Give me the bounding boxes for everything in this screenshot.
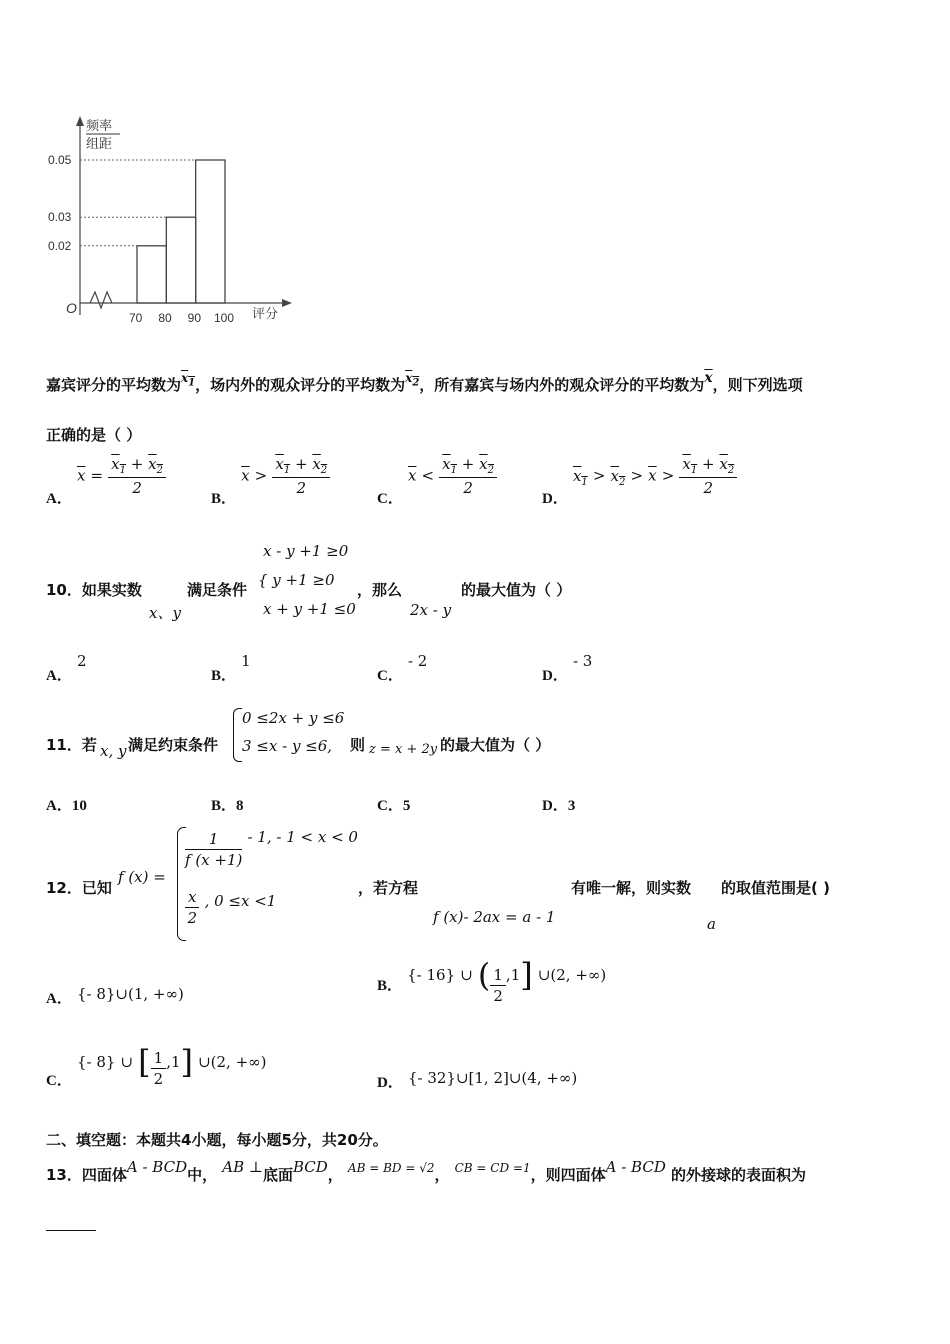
q11-tail: 的最大值为（ ） [440,736,551,754]
q11-expr: z = x + 2y [369,742,438,757]
q12-piece-1: $\frac{1}{f (x +1)}$ - 1, - 1 < x < 0 [185,828,358,869]
y-axis-label-bottom: 组距 [86,136,113,151]
y-tick-label: 0.03 [48,210,72,225]
q12-eq-intro: ，若方程 [358,879,419,897]
y-axis-arrow [76,116,84,126]
axis-break-mark [90,292,112,308]
q10-cond-2: { y +1 ≥0 [258,571,335,589]
q11-option-b[interactable]: B．8 [211,798,244,814]
q12-fx: f (x) = [118,868,166,886]
q12-option-d[interactable]: D． {- 32}∪[1, 2]∪(4, +∞) [377,1069,578,1091]
q10-option-c[interactable]: C． - 2 [377,652,428,684]
q12-var-a: a [707,915,716,933]
q11-cond-2: 3 ≤x - y ≤6, [242,737,333,755]
q9-x2: x2 [405,371,420,389]
q10-option-a[interactable]: A． 2 [46,652,87,684]
q12-piece-2: $\frac{x}{2}$ , 0 ≤x <1 [185,888,276,927]
q10-then: ，那么 [357,581,403,599]
q9-option-a[interactable]: A． $\overline{x}$ = $\frac{x_1 + x_2}{2}$ [46,455,166,497]
x-tick-label: 90 [187,311,202,325]
q13-stem: 13．四面体A - BCD中， AB ⊥底面BCD， AB = BD = √2， CB = CD =1，则四面体A - BCD 的外接球的表面积为 [46,1158,806,1184]
q9-stem-c: ，所有嘉宾与场内外的观众评分的平均数为 [419,376,705,394]
x-tick-label: 70 [129,311,143,325]
q9-option-c[interactable]: C． $\overline{x}$ < $\frac{x_1 + x_2}{2}$ [377,455,497,497]
histogram-bar [137,246,166,303]
q12-equation: f (x)- 2ax = a - 1 [433,908,556,926]
q11-vars: x, y [100,742,127,760]
q9-stem-line2: 正确的是（ ） [46,426,142,444]
q10-cond-3: x + y +1 ≤0 [263,600,356,618]
q10-option-d[interactable]: D． - 3 [542,652,593,684]
q9-a-xbar: $\overline{x}$ [76,466,86,485]
q10-stem-num: 10．如果实数 [46,581,142,599]
q12-option-c[interactable]: C． {- 8} ∪ [ $\frac{1}{2}$ ,1] ∪(2, +∞) [46,1043,267,1089]
q11-then: 则 [350,736,366,754]
q10-cond-label: 满足条件 [187,581,248,599]
q11-option-d[interactable]: D．3 [542,798,576,814]
q9-x1: x1 [181,371,196,389]
histogram-bar [196,160,225,303]
y-tick-label: 0.02 [48,238,72,253]
q12-stem-num: 12．已知 [46,879,112,897]
q12-tail: 的取值范围是( ) [721,879,830,897]
q9-option-d[interactable]: D． $x_1 > x_2 > \overline{x}$ > $\frac{x_1 + x_2}{2}$ [542,455,737,497]
q10-cond-1: x - y +1 ≥0 [263,542,349,560]
q11-brace [233,708,242,762]
q10-option-b[interactable]: B． 1 [211,652,251,684]
q11-option-a[interactable]: A．10 [46,798,87,814]
q10-vars: x、y [149,604,181,622]
q9-stem-a: 嘉宾评分的平均数为 [46,376,182,394]
q9-c-xbar: $\overline{x}$ [407,466,417,485]
q9-xbar: $\overline{x}$ [704,370,713,386]
q10-expr: 2x - y [410,601,452,619]
q13-answer-blank[interactable] [46,1230,96,1231]
q9-b-xbar: $\overline{x}$ [241,466,250,485]
y-tick-label: 0.05 [48,153,72,167]
q11-stem-num: 11．若 [46,736,97,754]
section2-heading: 二、填空题：本题共4小题，每小题5分，共20分。 [46,1131,388,1149]
q12-option-a[interactable]: A． {- 8}∪(1, +∞) [46,985,184,1007]
q9-stem-line1 [46,370,803,396]
q9-stem-d: ，则下列选项 [712,376,803,394]
q9-stem-b: ，场内外的观众评分的平均数为 [195,376,406,394]
origin-label: O [66,300,77,316]
q12-mid: 有唯一解，则实数 [571,879,692,897]
q11-option-c[interactable]: C．5 [377,798,411,814]
histogram-bar [166,217,195,303]
x-tick-label: 100 [214,311,235,325]
q11-cond-label: 满足约束条件 [128,736,219,754]
x-axis-arrow [282,299,292,307]
frequency-histogram [40,110,310,330]
y-axis-label-top: 频率 [86,118,113,133]
q12-option-b[interactable]: B． {- 16} ∪ ( $\frac{1}{2}$ ,1] ∪(2, +∞) [377,956,607,1005]
q10-tail: 的最大值为（ ） [461,581,572,599]
q11-cond-1: 0 ≤2x + y ≤6 [242,709,345,727]
q9-option-b[interactable]: B． $\overline{x}$ > $\frac{x_1 + x_2}{2}$ [211,455,330,497]
x-tick-label: 80 [158,311,172,325]
x-axis-label: 评分 [252,306,279,321]
